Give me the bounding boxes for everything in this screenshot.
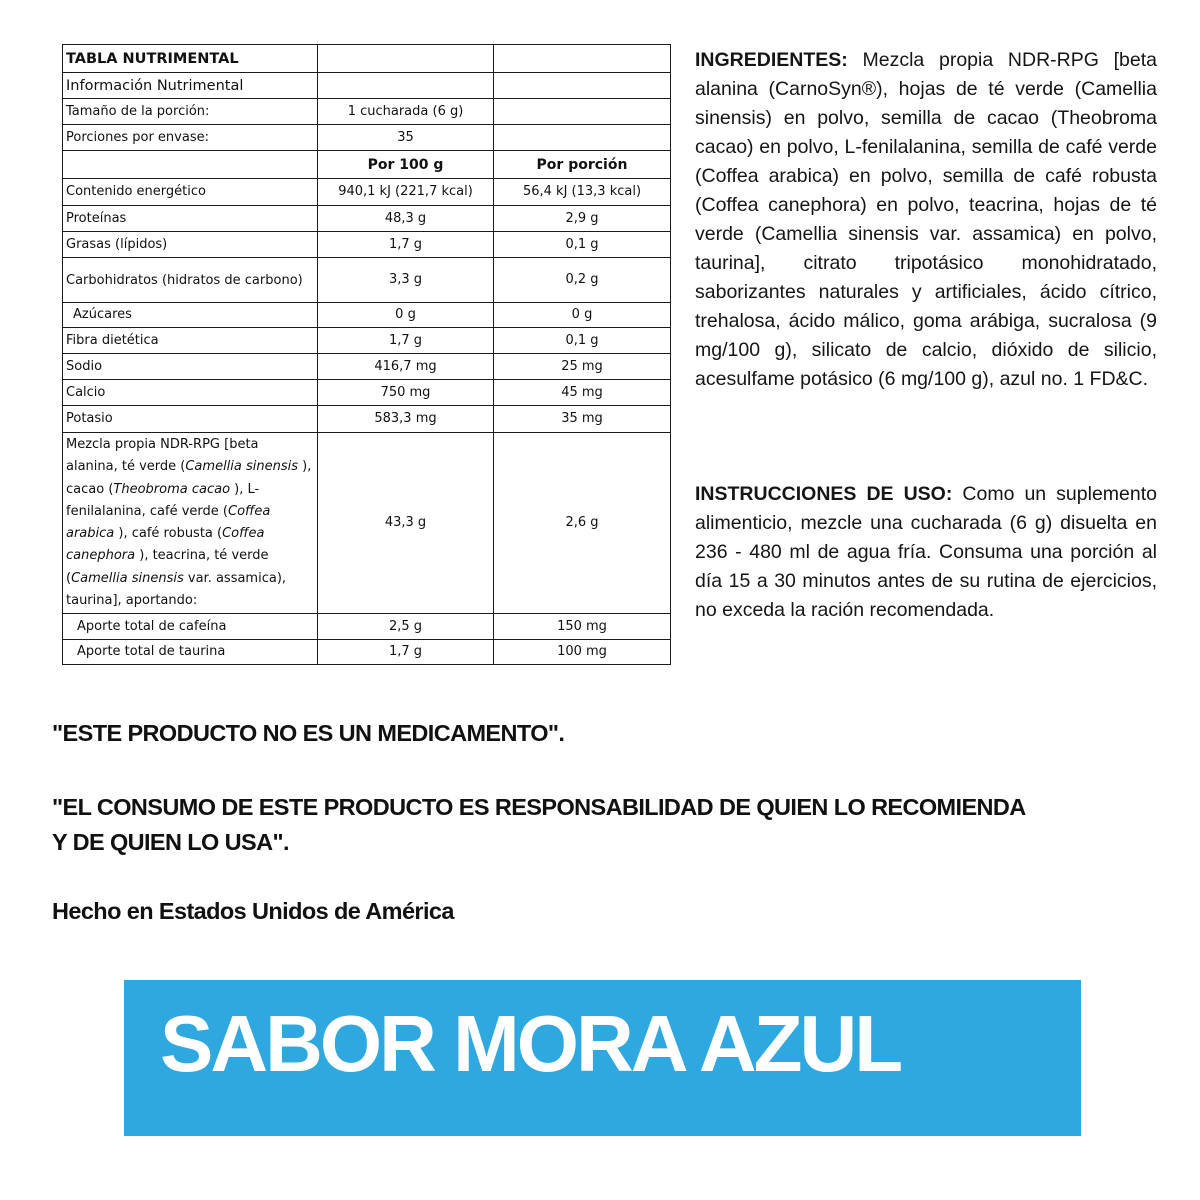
blend-text: ), L-fenilalanina, café verde ( [66,481,260,519]
nutrient-per-serving: 0 g [494,303,671,328]
nutrient-per-serving: 0,2 g [494,258,671,303]
nutrient-per100: 583,3 mg [318,406,494,433]
table-row [63,380,671,406]
table-subtitle-row [63,73,671,99]
not-medicine-warning: "ESTE PRODUCTO NO ES UN MEDICAMENTO". [52,720,565,746]
instructions-paragraph [695,480,1157,625]
blend-per-serving: 2,6 g [494,433,671,614]
nutrition-table [62,44,671,665]
column-header-row [63,151,671,179]
table-row [63,640,671,665]
servings-value: 35 [318,125,494,151]
nutrient-per-serving: 2,9 g [494,206,671,232]
nutrient-label: Grasas (lípidos) [63,232,318,258]
table-row [63,354,671,380]
nutrient-per-serving: 45 mg [494,380,671,406]
contribution-label: Aporte total de taurina [63,640,318,665]
nutrient-label: Potasio [63,406,318,433]
ingredients-heading: INGREDIENTES: [695,49,848,71]
nutrient-label: Carbohidratos (hidratos de carbono) [63,258,318,303]
nutrient-per-serving: 56,4 kJ (13,3 kcal) [494,179,671,206]
table-row [63,614,671,640]
table-title: TABLA NUTRIMENTAL [63,45,318,73]
ingredients-body: Mezcla propia NDR-RPG [beta alanina (CarnoSyn®), hojas de té verde (Camellia sinensis) en polvo, semilla de cacao (Theobroma cacao) en polvo, L-fenilalanina, semilla de café verde (Coffea arabica) en polvo, semilla de café robusta (Coffea canephora) en polvo, teacrina, hojas de té verde (Camellia sinensis var. assamica) en polvo, taurina], citrato tripotásico monohidratado, saborizantes naturales y artificiales, ácido cítrico, trehalosa, ácido málico, goma arábiga, sucralosa (9 mg/100 g), silicato de calcio, dióxido de silicio, acesulfame potásico (6 mg/100 g), azul no. 1 FD&C. [695,49,1157,390]
ingredients-paragraph [695,46,1157,394]
nutrient-per100: 0 g [318,303,494,328]
responsibility-warning-line2: Y DE QUIEN LO USA". [52,829,289,855]
blend-species-name: Coffea arabica [66,503,271,542]
table-row [63,303,671,328]
responsibility-warning [52,790,1026,860]
responsibility-warning-line1: "EL CONSUMO DE ESTE PRODUCTO ES RESPONSABILIDAD DE QUIEN LO RECOMIENDA [52,794,1026,820]
blend-text: Mezcla propia NDR-RPG [beta alanina, té verde ( [66,437,259,475]
flavor-banner-text: SABOR MORA AZUL [160,999,901,1088]
nutrient-label: Calcio [63,380,318,406]
nutrient-label: Contenido energético [63,179,318,206]
table-row [63,406,671,433]
blend-text: var. assamica), taurina], aportando: [66,570,287,609]
nutrient-per-serving: 35 mg [494,406,671,433]
table-row [63,179,671,206]
instructions-heading: INSTRUCCIONES DE USO: [695,483,953,505]
nutrient-per100: 48,3 g [318,206,494,232]
blend-per100: 43,3 g [318,433,494,614]
servings-label: Porciones por envase: [63,125,318,151]
contribution-label: Aporte total de cafeína [63,614,318,640]
contribution-per100: 1,7 g [318,640,494,665]
contribution-per100: 2,5 g [318,614,494,640]
serving-size-row [63,99,671,125]
blend-label [63,433,318,614]
contribution-per-serving: 150 mg [494,614,671,640]
blend-text: ), teacrina, té verde ( [66,548,269,586]
table-row [63,206,671,232]
blend-species-name: Camellia sinensis [71,570,184,586]
nutrient-per100: 3,3 g [318,258,494,303]
table-subtitle: Información Nutrimental [63,73,318,99]
blend-species-name: Theobroma cacao [113,481,231,497]
nutrient-per-serving: 25 mg [494,354,671,380]
nutrient-per100: 1,7 g [318,232,494,258]
contribution-per-serving: 100 mg [494,640,671,665]
column-header-per-serving: Por porción [494,151,671,179]
made-in-text: Hecho en Estados Unidos de América [52,898,454,924]
blend-species-name: Camellia sinensis [185,459,299,475]
nutrient-per100: 416,7 mg [318,354,494,380]
blend-species-name: Coffea canephora [66,526,265,564]
table-row [63,232,671,258]
table-row [63,328,671,354]
table-title-row [63,45,671,73]
nutrient-per-serving: 0,1 g [494,328,671,354]
nutrient-per100: 750 mg [318,380,494,406]
serving-size-value: 1 cucharada (6 g) [318,99,494,125]
instructions-body: Como un suplemento alimenticio, mezcle una cucharada (6 g) disuelta en 236 - 480 ml de agua fría. Consuma una porción al día 15 a 30 minutos antes de su rutina de ejercicios, no exceda la ración recomendada. [695,483,1157,621]
blend-text: ), cacao ( [66,459,312,497]
nutrient-per100: 940,1 kJ (221,7 kcal) [318,179,494,206]
table-row [63,258,671,303]
flavor-banner [124,980,1081,1136]
nutrient-per100: 1,7 g [318,328,494,354]
servings-row [63,125,671,151]
nutrient-label: Fibra dietética [63,328,318,354]
serving-size-label: Tamaño de la porción: [63,99,318,125]
blend-row [63,433,671,614]
nutrient-label: Sodio [63,354,318,380]
column-header-per100: Por 100 g [318,151,494,179]
blend-text: ), café robusta ( [114,526,223,542]
nutrient-label: Proteínas [63,206,318,232]
nutrient-label: Azúcares [63,303,318,328]
nutrient-per-serving: 0,1 g [494,232,671,258]
